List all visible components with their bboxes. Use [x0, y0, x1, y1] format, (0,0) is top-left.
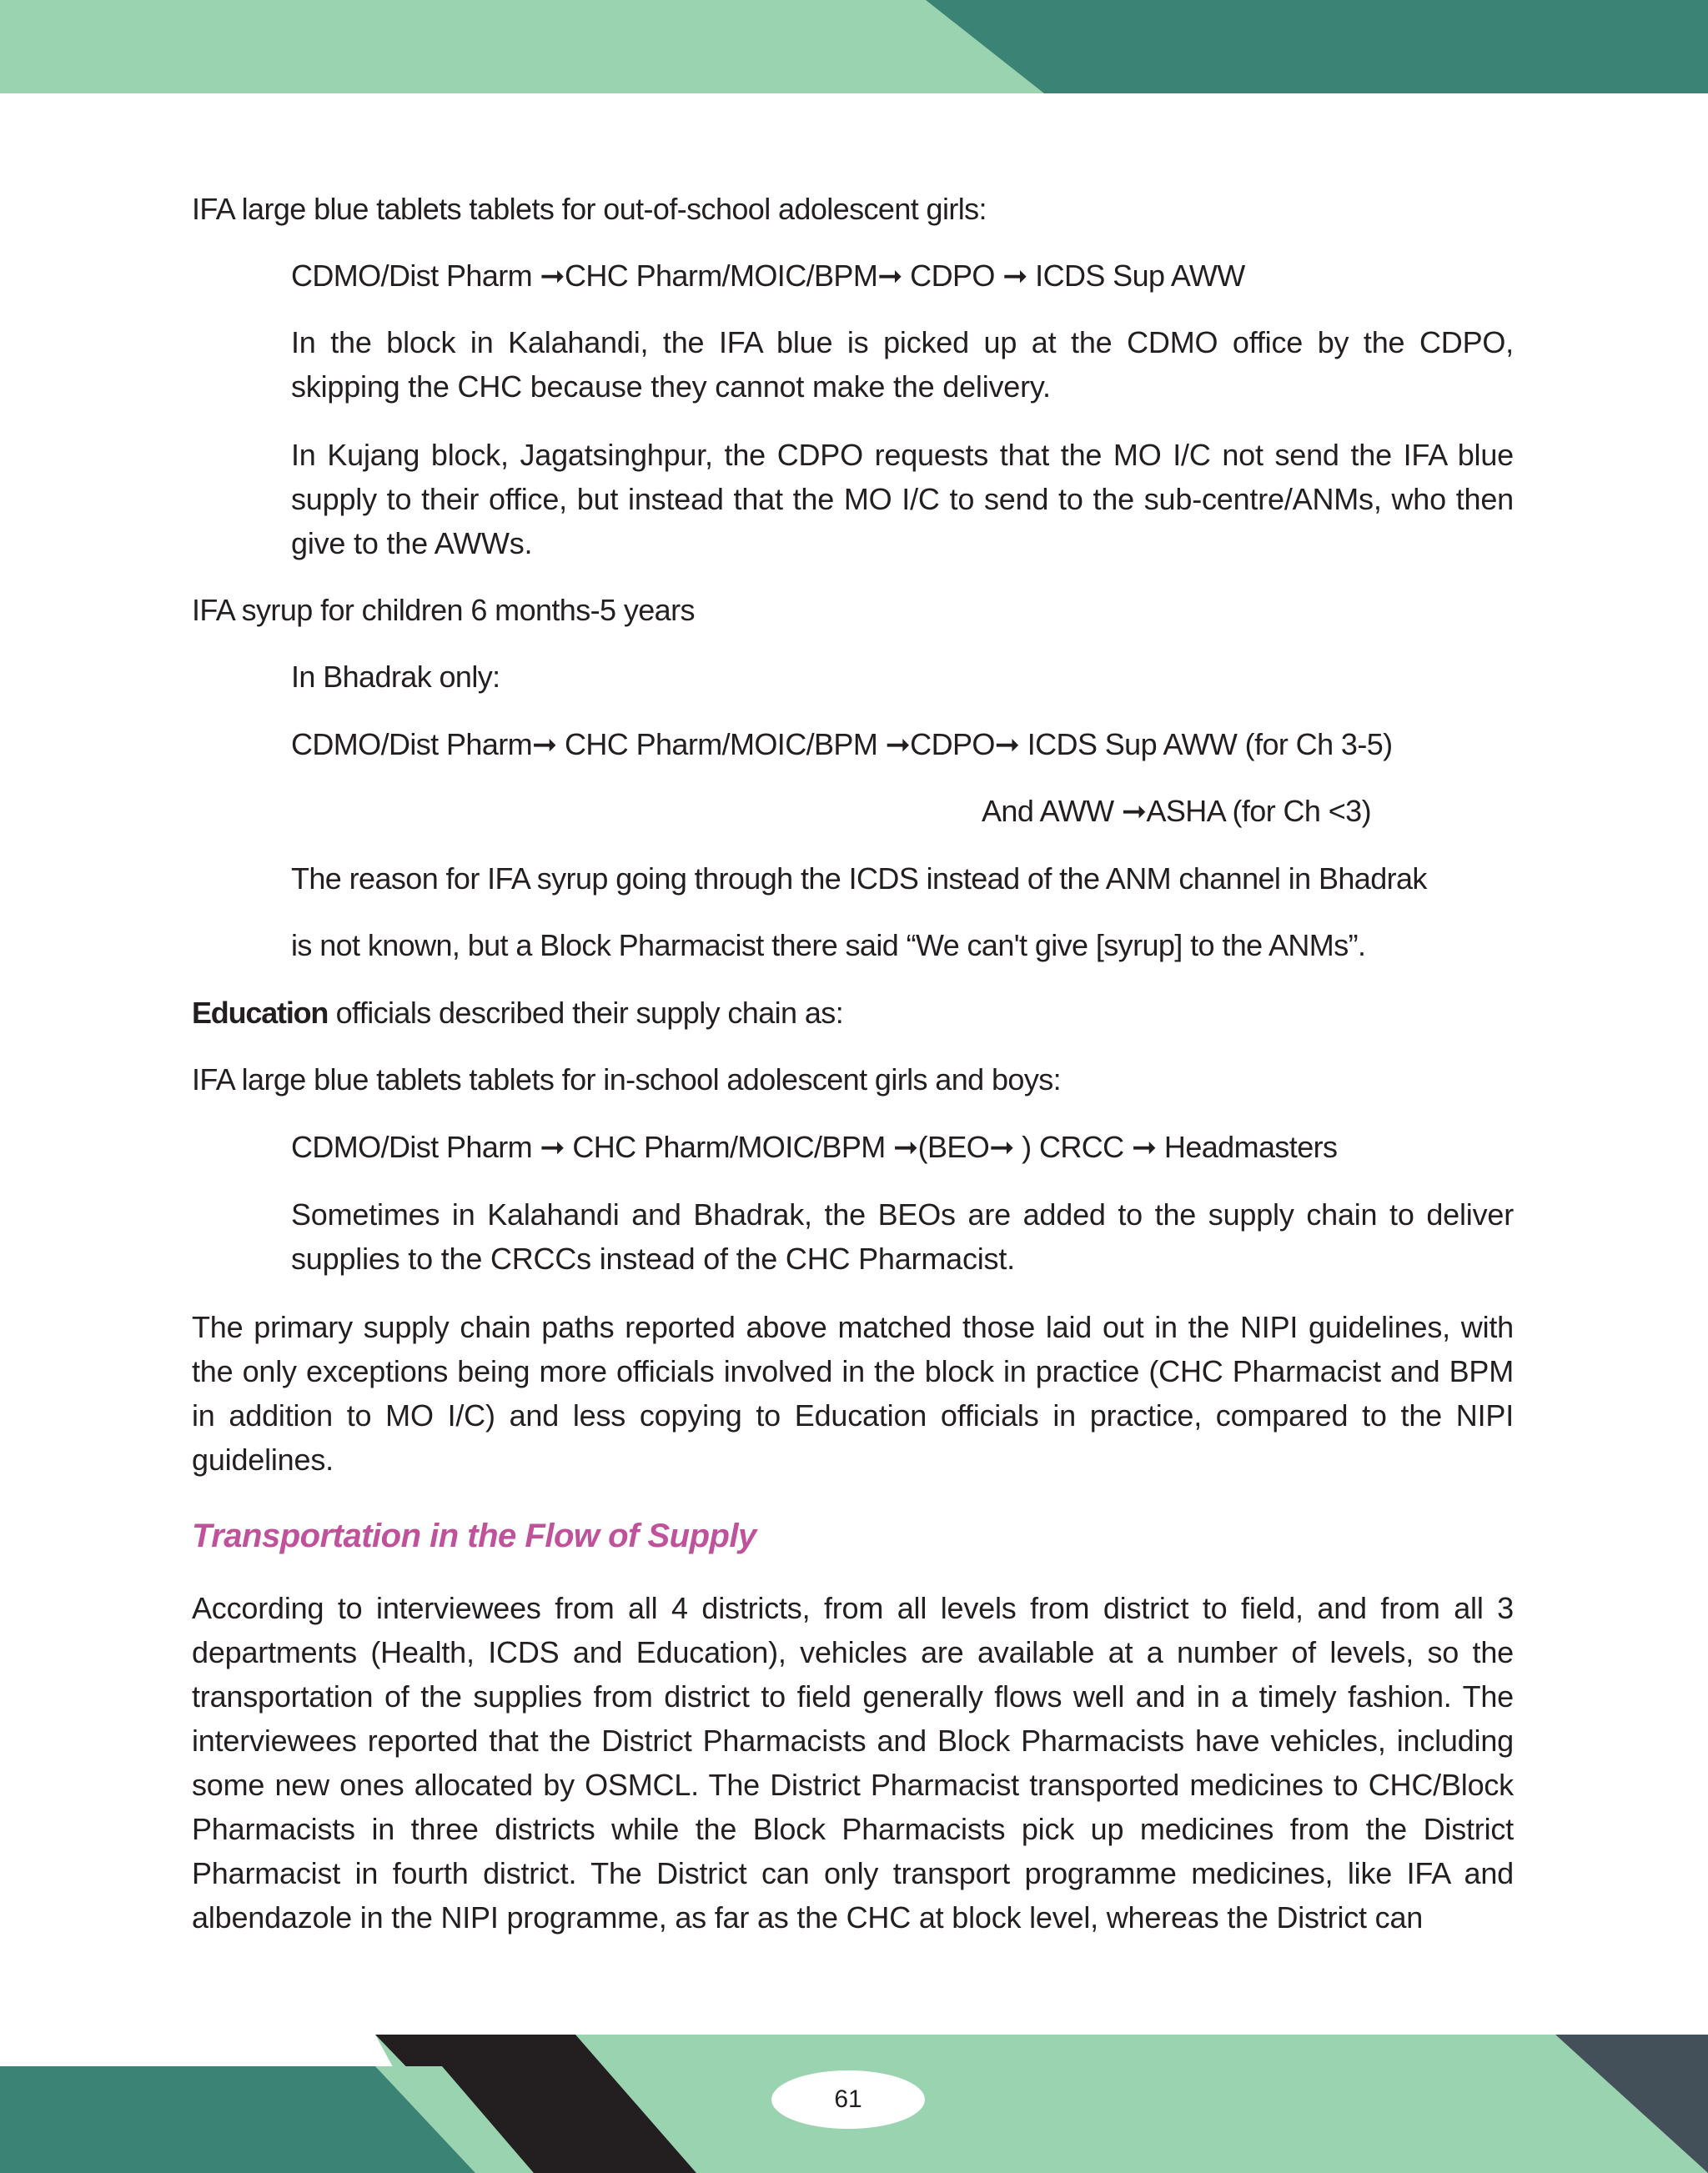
beo-note: Sometimes in Kalahandi and Bhadrak, the BEOs are added to the supply chain to deliver supplies to the CRCCs instead of the CHC Pharmacist. — [291, 1197, 1514, 1276]
summary-paragraph: The primary supply chain paths reported above matched those laid out in the NIPI guidelines, with the only exceptions being more officials involved in the block in practice (CHC Pharmacist and BPM in addition to MO I/C) and less copying to Education officials in practice, compared to the NIPI guidelines. — [192, 1310, 1514, 1477]
ifa-out-school-heading: IFA large blue tablets tablets for out-of-school adolescent girls: — [192, 192, 987, 226]
kujang-note: In Kujang block, Jagatsinghpur, the CDPO requests that the MO I/C not send the IFA blue supply to their office, but instead that the MO I/C to send to the sub-centre/ANMs, who then give to the AWWs. — [291, 438, 1514, 560]
syrup-reason-line-1: The reason for IFA syrup going through the ICDS instead of the ANM channel in Bhadrak — [291, 861, 1427, 896]
ifa-syrup-heading: IFA syrup for children 6 months-5 years — [192, 593, 695, 627]
section-heading: Transportation in the Flow of Supply — [192, 1518, 756, 1554]
ifa-out-school-chain: CDMO/Dist Pharm ➞CHC Pharm/MOIC/BPM➞ CDPO ➞ ICDS Sup AWW — [291, 258, 1245, 293]
ifa-in-school-heading: IFA large blue tablets tablets for in-school adolescent girls and boys: — [192, 1062, 1062, 1097]
education-bold-label: Education — [192, 996, 329, 1030]
syrup-reason-line-2: is not known, but a Block Pharmacist there said “We can't give [syrup] to the ANMs”. — [291, 928, 1366, 962]
education-chain: CDMO/Dist Pharm ➞ CHC Pharm/MOIC/BPM ➞(BEO➞ ) CRCC ➞ Headmasters — [291, 1130, 1338, 1164]
ifa-syrup-asha-chain: And AWW ➞ASHA (for Ch <3) — [982, 794, 1371, 828]
transport-paragraph: According to interviewees from all 4 districts, from all levels from district to field, and from all 3 departments (Health, ICDS and Education), vehicles are available at a number of levels, so the transportation of the supplies from district to field generally flows well and in a timely fashion. The interviewees reported that the District Pharmacists and Block Pharmacists have vehicles, including some new ones allocated by OSMCL. The District Pharmacist transported medicines to CHC/Block Pharmacists in three districts while the Block Pharmacists pick up medicines from the District Pharmacist in fourth district. The District can only transport programme medicines, like IFA and albendazole in the NIPI programme, as far as the CHC at block level, whereas the District can — [192, 1591, 1514, 1935]
top-decorative-band — [0, 0, 1708, 93]
ifa-syrup-chain: CDMO/Dist Pharm➞ CHC Pharm/MOIC/BPM ➞CDPO➞ ICDS Sup AWW (for Ch 3-5) — [291, 727, 1393, 761]
bhadrak-label: In Bhadrak only: — [291, 660, 500, 694]
kalahandi-note: In the block in Kalahandi, the IFA blue is picked up at the CDMO office by the CDPO, skipping the CHC because they cannot make the delivery. — [291, 325, 1514, 404]
education-intro-rest: officials described their supply chain as: — [328, 996, 844, 1030]
page-number: 61 — [771, 2070, 925, 2129]
education-intro — [192, 995, 843, 1031]
